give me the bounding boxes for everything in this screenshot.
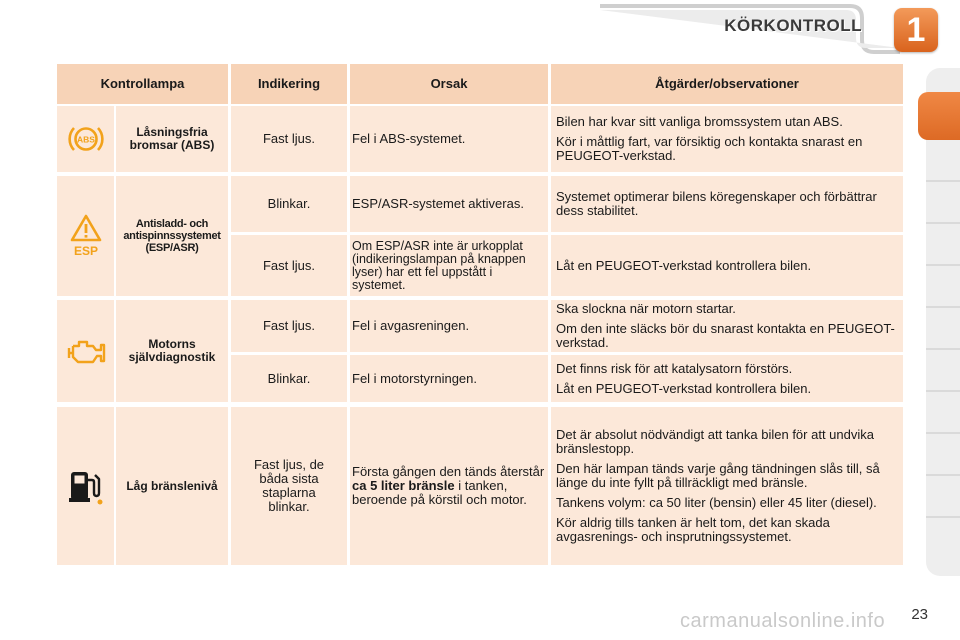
chapter-number-badge: 1 — [894, 8, 938, 52]
engine-lamp-name: Motorns självdiagnostik — [116, 300, 228, 402]
esp-indication-1: Blinkar. — [231, 176, 347, 232]
fuel-cause-text — [352, 465, 548, 507]
table-header-row — [57, 64, 903, 104]
tab-divider — [926, 474, 960, 476]
abs-action-1: Bilen har kvar sitt vanliga bromssystem utan ABS. — [556, 114, 843, 129]
table-row-engine-blink — [57, 355, 903, 402]
header-kontrollampa: Kontrollampa — [57, 64, 228, 104]
page-number: 23 — [911, 606, 928, 623]
engine-actions-2 — [551, 355, 903, 402]
tab-divider — [926, 516, 960, 518]
abs-lamp-name: Låsningsfria bromsar (ABS) — [116, 106, 228, 172]
engine-action-2: Om den inte släcks bör du snarast kontakta en PEUGEOT-verkstad. — [556, 321, 895, 350]
esp-indication-2: Fast ljus. — [231, 235, 347, 296]
table-row-abs — [57, 106, 903, 172]
tab-divider — [926, 390, 960, 392]
chapter-title: KÖRKONTROLL — [724, 16, 862, 35]
tab-divider — [926, 306, 960, 308]
fuel-cause-part-1: Första gången den tänds återstår — [352, 464, 545, 479]
header-indikering: Indikering — [231, 64, 347, 104]
esp-action-2: Låt en PEUGEOT-verkstad kontrollera bilen. — [556, 257, 812, 273]
table-row-fuel — [57, 407, 903, 565]
abs-icon — [66, 122, 106, 156]
svg-text:ABS: ABS — [76, 134, 95, 145]
engine-cause-1: Fel i avgasreningen. — [350, 300, 548, 352]
fuel-action-3: Tankens volym: ca 50 liter (bensin) eller 45 liter (diesel). — [556, 495, 877, 510]
abs-indication: Fast ljus. — [231, 106, 347, 172]
fuel-action-4: Kör aldrig tills tanken är helt tom, det kan skada avgasrenings- och insprutningssystemet. — [556, 515, 830, 544]
abs-action-2: Kör i måttlig fart, var försiktig och kontakta snarast en PEUGEOT-verkstad. — [556, 134, 863, 163]
esp-action-1: Systemet optimerar bilens köregenskaper och förbättrar dess stabilitet. — [556, 189, 877, 218]
tab-divider — [926, 264, 960, 266]
esp-actions-2 — [551, 235, 903, 296]
engine-actions-1 — [551, 300, 903, 352]
tab-divider — [926, 432, 960, 434]
abs-cause: Fel i ABS-systemet. — [350, 106, 548, 172]
table-row-esp-blink — [57, 176, 903, 232]
abs-actions — [551, 106, 903, 172]
esp-lamp-name: Antisladd- och antispinnssystemet (ESP/ASR) — [116, 176, 228, 296]
watermark: carmanualsonline.info — [680, 610, 886, 632]
fuel-icon-cell — [57, 407, 114, 565]
esp-actions-1 — [551, 176, 903, 232]
engine-action-4: Låt en PEUGEOT-verkstad kontrollera bilen. — [556, 380, 812, 396]
abs-icon-cell — [57, 106, 114, 172]
fuel-lamp-name: Låg bränslenivå — [116, 407, 228, 565]
tab-divider — [926, 222, 960, 224]
table-row-esp-fixed — [57, 235, 903, 296]
fuel-actions — [551, 407, 903, 565]
table-row-engine-fixed — [57, 300, 903, 352]
engine-action-3: Det finns risk för att katalysatorn förstörs. — [556, 360, 793, 376]
fuel-cause — [350, 407, 548, 565]
header-orsak: Orsak — [350, 64, 548, 104]
tab-divider — [926, 348, 960, 350]
fuel-action-1: Det är absolut nödvändigt att tanka bilen för att undvika bränslestopp. — [556, 427, 874, 456]
engine-action-1: Ska slockna när motorn startar. — [556, 301, 736, 316]
chapter-header — [600, 0, 960, 60]
fuel-cause-part-2: i tanken, beroende på körstil och motor. — [352, 478, 527, 507]
fuel-indication: Fast ljus, de båda sista staplarna blinkar. — [231, 407, 347, 565]
esp-cause-2: Om ESP/ASR inte är urkopplat (indikeringslampan på knappen lyser) har ett fel uppstått i systemet. — [350, 235, 548, 296]
active-chapter-tab[interactable] — [918, 92, 960, 140]
header-atgarder: Åtgärder/observationer — [551, 64, 903, 104]
engine-indication-2: Blinkar. — [231, 355, 347, 402]
esp-cause-1: ESP/ASR-systemet aktiveras. — [350, 176, 548, 232]
engine-cause-2: Fel i motorstyrningen. — [350, 355, 548, 402]
chapter-tabs — [926, 68, 960, 576]
tab-divider — [926, 180, 960, 182]
fuel-action-2: Den här lampan tänds varje gång tändningen slås till, så länge du inte fyllt på tillräckligt med bränsle. — [556, 461, 880, 490]
svg-text:ESP: ESP — [73, 244, 98, 258]
fuel-cause-bold: ca 5 liter bränsle — [352, 478, 455, 493]
fuel-pump-icon — [66, 466, 106, 506]
engine-indication-1: Fast ljus. — [231, 300, 347, 352]
